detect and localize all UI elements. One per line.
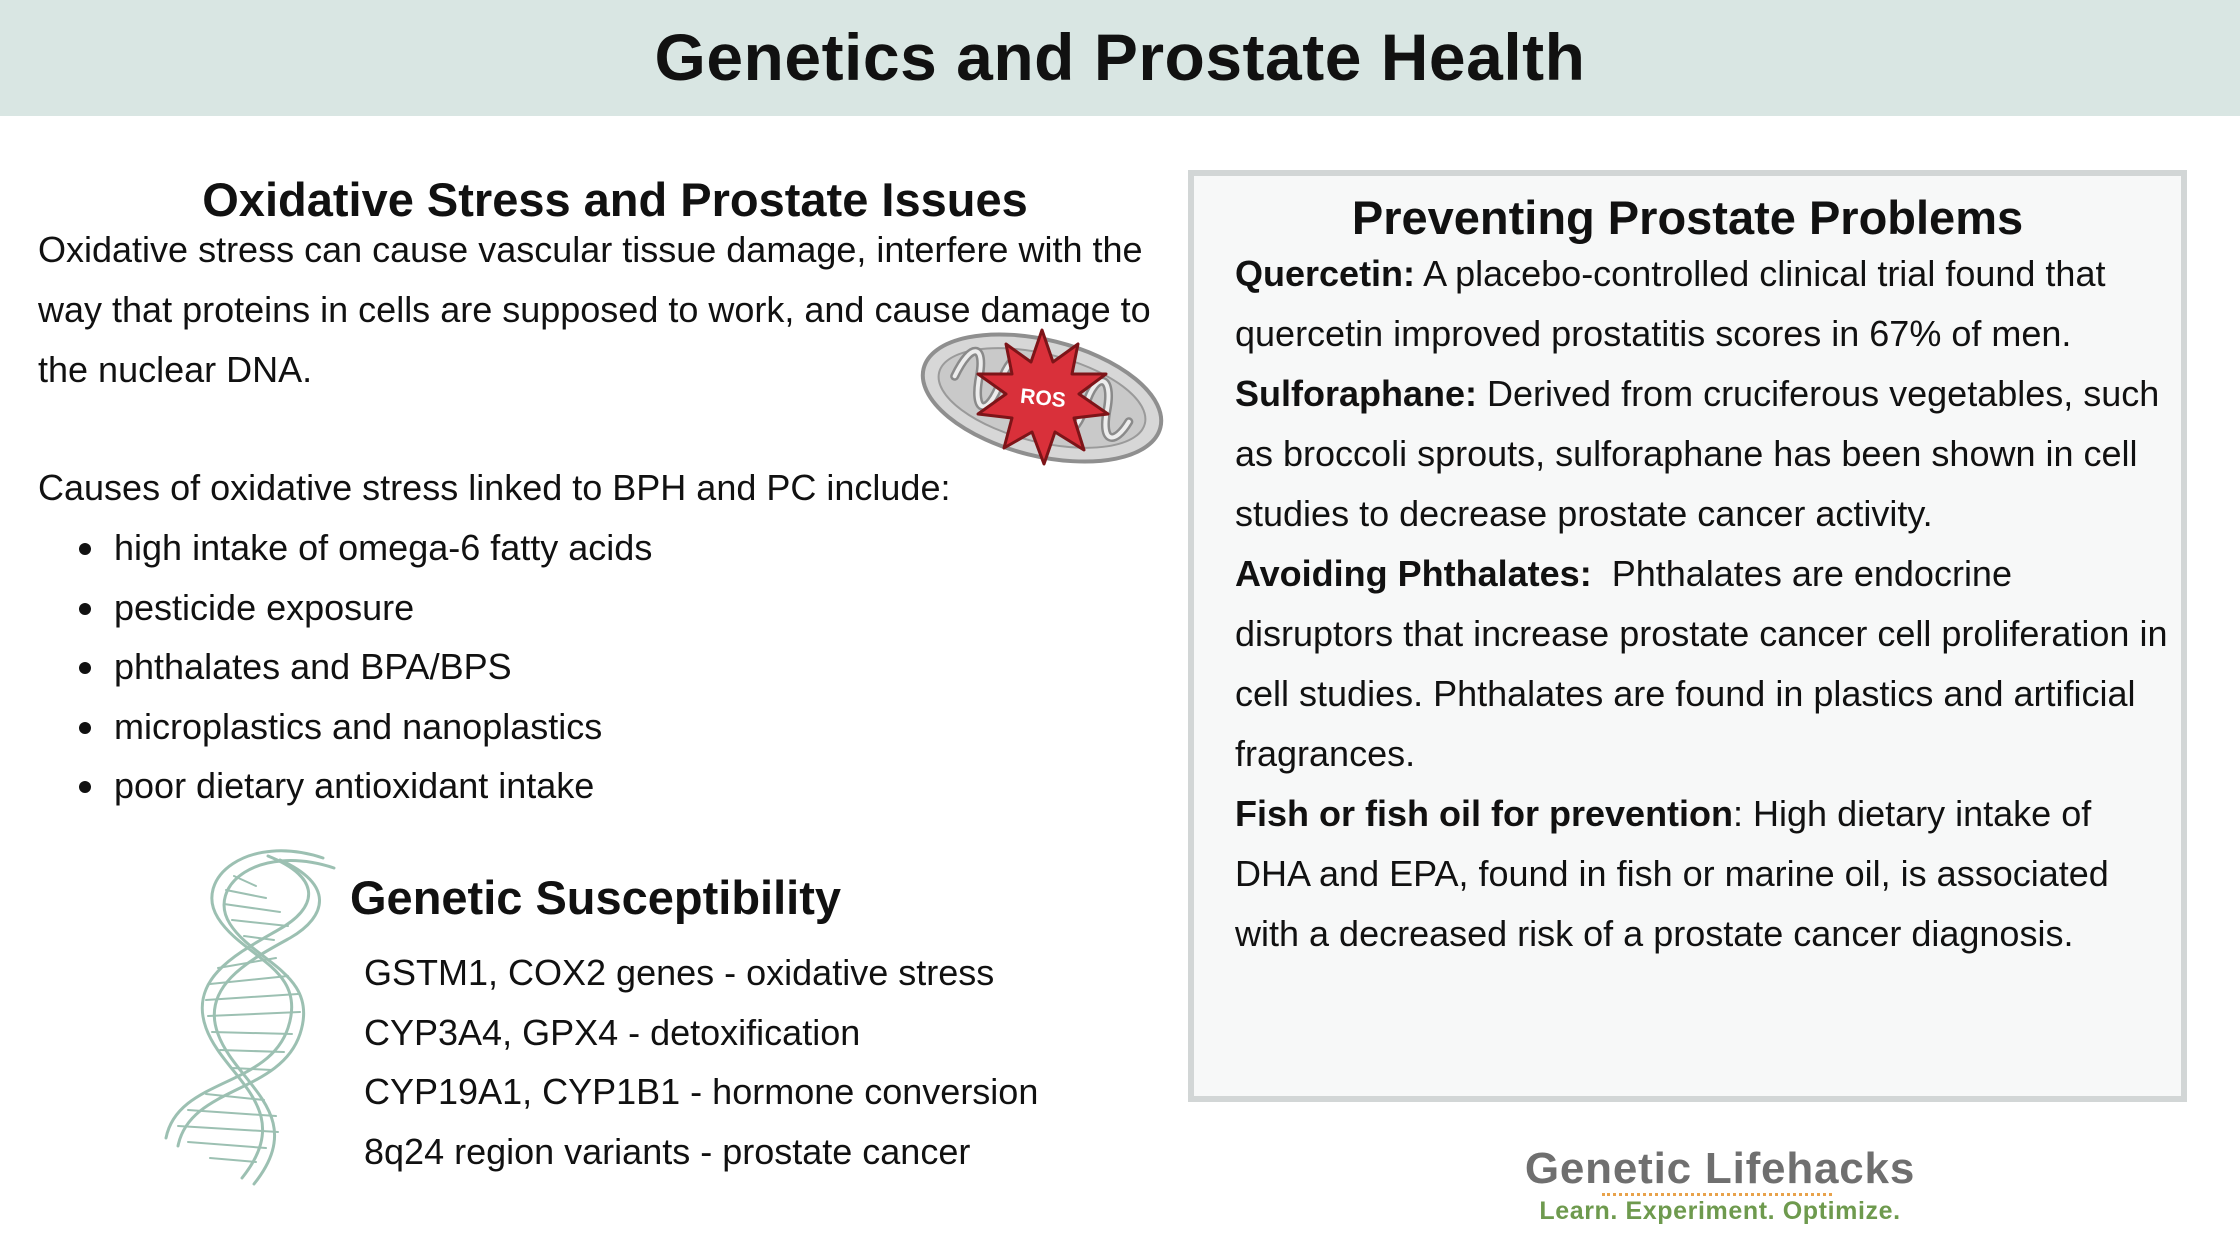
prevention-text: Derived from cruciferous vegetables, such as broccoli sprouts, sulforaphane has been shown in cell studies to decrease prostate cancer activity.: [1235, 373, 2160, 534]
genetic-list: [364, 943, 1038, 1181]
list-item: poor dietary antioxidant intake: [74, 756, 652, 816]
genetic-susceptibility-title: Genetic Susceptibility: [350, 871, 842, 924]
prevention-item-quercetin: [1235, 244, 2175, 364]
prevention-title: Preventing Prostate Problems: [1351, 191, 2024, 244]
list-item: phthalates and BPA/BPS: [74, 637, 652, 697]
logo-tagline: Learn. Experiment. Optimize.: [1539, 1197, 1901, 1225]
logo-name: Genetic Lifehacks: [1524, 1144, 1916, 1193]
list-item: high intake of omega-6 fatty acids: [74, 518, 652, 578]
prevention-item-phthalates: [1235, 544, 2178, 784]
dna-helix-icon: [148, 838, 344, 1190]
prevention-item-fish-oil: [1235, 784, 2175, 964]
oxidative-stress-title: Oxidative Stress and Prostate Issues: [202, 173, 1028, 226]
prevention-label: Avoiding Phthalates:: [1235, 553, 1592, 594]
causes-intro: Causes of oxidative stress linked to BPH and PC include:: [38, 467, 951, 508]
list-item: CYP19A1, CYP1B1 - hormone conversion: [364, 1071, 1039, 1112]
list-item: microplastics and nanoplastics: [74, 697, 652, 757]
ros-label: ROS: [1019, 384, 1067, 413]
mitochondria-ros-icon: [912, 322, 1172, 474]
causes-list: [74, 518, 652, 816]
page-title: Genetics and Prostate Health: [654, 20, 1586, 94]
prevention-label: Sulforaphane:: [1235, 373, 1478, 414]
prevention-label: Quercetin:: [1235, 253, 1416, 294]
prevention-text: A placebo-controlled clinical trial found that quercetin improved prostatitis scores in 67% of men.: [1235, 253, 2106, 354]
list-item: 8q24 region variants - prostate cancer: [364, 1130, 971, 1172]
prevention-text: Phthalates are endocrine disruptors that increase prostate cancer cell proliferation in cell studies. Phthalates are found in plastics and artificial fragrances.: [1235, 553, 2178, 774]
list-item: pesticide exposure: [74, 578, 652, 638]
prevention-body: [1235, 244, 2178, 964]
oxidative-stress-intro: Oxidative stress can cause vascular tissue damage, interfere with the way that proteins in cells are supposed to work, and cause damage to the nuclear DNA.: [38, 229, 1151, 390]
prevention-label: Fish or fish oil for prevention: [1235, 793, 1734, 834]
prevention-item-sulforaphane: [1235, 364, 2175, 544]
prevention-text: : High dietary intake of DHA and EPA, found in fish or marine oil, is associated with a decreased risk of a prostate cancer diagnosis.: [1235, 793, 2109, 954]
list-item: CYP3A4, GPX4 - detoxification: [364, 1011, 861, 1053]
list-item: GSTM1, COX2 genes - oxidative stress: [364, 952, 995, 993]
